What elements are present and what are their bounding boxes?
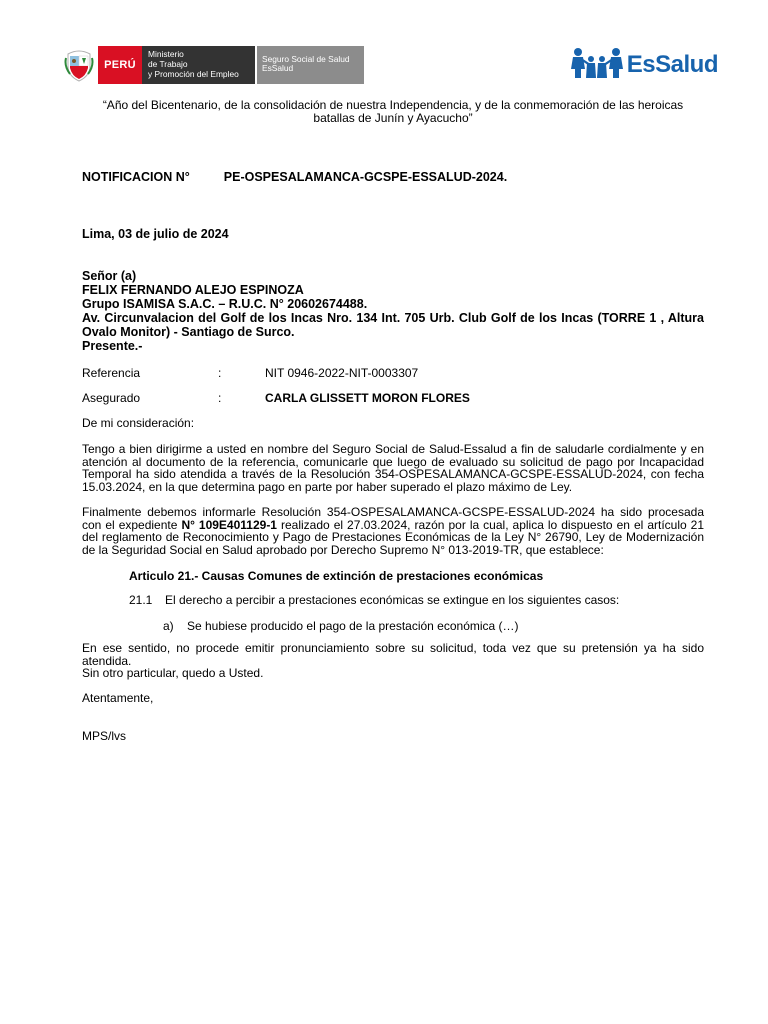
article-subitem-text: Se hubiese producido el pago de la prestación económica (…)	[187, 619, 519, 633]
insured-label: Asegurado	[82, 391, 141, 405]
ministry-line: de Trabajo	[148, 59, 188, 69]
paragraph-2-end: realizado el 27.03.2024, razón por la cual, aplica lo dispuesto en el artículo 21 del reglamento de Reconocimiento y Pago de Prestaciones Económicas de la Ley N° 26790, Ley de Modernización de la Seguridad Social en Salud aprobado por Derecho Supremo N° 013-2019-TR, que establece:	[82, 517, 705, 557]
notification-label: NOTIFICACION N°	[82, 170, 190, 184]
paragraph-1: Tengo a bien dirigirme a usted en nombre del Seguro Social de Salud-Essalud a fin de saludarle cordialmente y en atención al documento de la referencia, comunicarle que luego de evaluado su solicitud de pago por Incapacidad Temporal ha sido atendida a través de la Resolución 354-OSPESALAMANCA-GCSPE-ESSALUD-2024, con fecha 15.03.2024, en la que determina pago en parte por haber superado el plazo máximo de Ley.	[82, 442, 704, 494]
case-number: N° 109E401129-1	[181, 517, 277, 532]
paragraph-3: En ese sentido, no procede emitir pronunciamiento sobre su solicitud, toda vez que su pretensión ya ha sido atendida.	[82, 641, 704, 668]
ministry-line: Ministerio	[148, 49, 184, 59]
paragraph-2-start: Finalmente debemos informarle Resolución 354-OSPESALAMANCA-GCSPE-ESSALUD-2024 ha sido procesada con el expediente	[82, 505, 704, 532]
recipient-name: FELIX FERNANDO ALEJO ESPINOZA	[82, 283, 304, 297]
coat-of-arms-icon	[62, 46, 96, 84]
initials: MPS/lvs	[82, 729, 127, 743]
insured-colon: :	[218, 391, 222, 405]
recipient-block	[82, 269, 704, 353]
family-icon	[571, 47, 625, 84]
paragraph-2	[82, 506, 704, 556]
article-subitem-letter: a)	[163, 619, 174, 633]
agency-line: Seguro Social de Salud	[262, 54, 350, 64]
article-subitem	[163, 620, 519, 633]
ministry-label	[142, 46, 255, 84]
year-motto: “Año del Bicentenario, de la consolidación de nuestra Independencia, y de la conmemoración de las heroicas batallas de Junín y Ayacucho”	[102, 98, 684, 125]
closing-line: Sin otro particular, quedo a Usted.	[82, 666, 264, 680]
presente-line: Presente.-	[82, 339, 143, 353]
government-logo	[62, 46, 364, 84]
letter-date: Lima, 03 de julio de 2024	[82, 227, 229, 241]
article-item-number: 21.1	[129, 593, 153, 607]
essalud-wordmark: EsSalud	[626, 51, 718, 78]
essalud-logo	[571, 46, 718, 84]
reference-label: Referencia	[82, 366, 141, 380]
insured-value: CARLA GLISSETT MORON FLORES	[265, 391, 470, 405]
greeting: De mi consideración:	[82, 416, 195, 430]
reference-value: NIT 0946-2022-NIT-0003307	[265, 366, 419, 380]
agency-label	[257, 46, 364, 84]
article-title: Articulo 21.- Causas Comunes de extinción de prestaciones económicas	[129, 569, 544, 583]
reference-colon: :	[218, 366, 222, 380]
notification-heading	[82, 171, 704, 184]
ministry-line: y Promoción del Empleo	[148, 69, 239, 79]
peru-label: PERÚ	[98, 46, 142, 84]
salutation: Señor (a)	[82, 269, 137, 283]
article-item-text: El derecho a percibir a prestaciones económicas se extingue en los siguientes casos:	[165, 593, 620, 607]
recipient-address: Av. Circunvalacion del Golf de los Incas Nro. 134 Int. 705 Urb. Club Golf de los Incas (TORRE 1 , Altura Ovalo Monitor) - Santiago de Surco.	[82, 311, 704, 339]
notification-number: PE-OSPESALAMANCA-GCSPE-ESSALUD-2024.	[223, 170, 508, 184]
agency-line: EsSalud	[262, 63, 294, 73]
article-item	[129, 594, 704, 607]
sign-off: Atentamente,	[82, 691, 154, 705]
recipient-company: Grupo ISAMISA S.A.C. – R.U.C. N° 20602674488.	[82, 297, 368, 311]
letterhead	[62, 46, 718, 86]
